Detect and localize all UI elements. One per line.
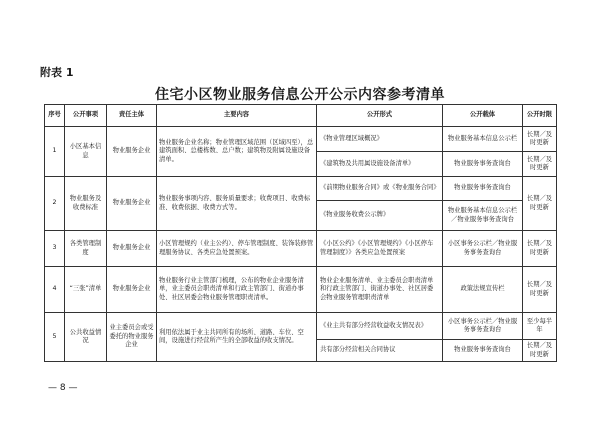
table-row (45, 313, 557, 340)
row-no: 5 (45, 313, 65, 362)
row-no: 1 (45, 127, 65, 177)
row-limit: 长期／及时更新 (523, 177, 557, 231)
document-title: 住宅小区物业服务信息公开公示内容参考清单 (155, 87, 445, 103)
row-carrier: 政策法规宣传栏 (443, 267, 523, 313)
header-party: 责任主体 (107, 105, 157, 127)
page-number: — 8 — (48, 383, 78, 393)
row-party: 物业服务企业 (107, 267, 157, 313)
row-item: 各类管理制度 (65, 231, 107, 267)
row-carrier: 物业服务基本信息公示栏 (443, 127, 523, 152)
row-item: 小区基本信息 (65, 127, 107, 177)
row-form: 《业主共有部分经营收益收支情况表》 (317, 313, 443, 340)
header-form: 公开形式 (317, 105, 443, 127)
row-limit: 长期／及时更新 (523, 127, 557, 152)
row-carrier: 物业服务事务查询台 (443, 177, 523, 201)
row-limit: 至少每半年 (523, 313, 557, 340)
row-party: 业主委员会或受委托的物业服务企业 (107, 313, 157, 362)
table-header-row (45, 105, 557, 127)
row-carrier: 小区事务公示栏／物业服务事务查询台 (443, 231, 523, 267)
row-form: 共有部分经营相关合同协议 (317, 340, 443, 362)
row-item: “三张”清单 (65, 267, 107, 313)
row-carrier: 小区事务公示栏／物业服务事务查询台 (443, 313, 523, 340)
header-content: 主要内容 (157, 105, 317, 127)
row-no: 2 (45, 177, 65, 231)
header-carrier: 公开载体 (443, 105, 523, 127)
table-row (45, 177, 557, 201)
row-carrier: 物业服务基本信息公示栏／物业服务事务查询台 (443, 201, 523, 231)
row-party: 物业服务企业 (107, 231, 157, 267)
row-party: 物业服务企业 (107, 127, 157, 177)
row-content: 利用依法属于业主共同所有的场所、道路、车位、空间，设施进行经营所产生的全部收益的收支情况。 (157, 313, 317, 362)
table-row (45, 267, 557, 313)
row-content: 物业服务行业主管部门梳理，公布的物业企业服务清单，业主委员会职责清单和行政主管部门、街道办事处、社区居委会物业服务管理职责清单。 (157, 267, 317, 313)
disclosure-table (44, 104, 557, 362)
row-limit: 长期／及时更新 (523, 231, 557, 267)
row-form: 《物业服务收费公示牌》 (317, 201, 443, 231)
row-form: 物业企业服务清单、业主委员会职责清单和行政主管部门、街道办事处、社区居委会物业服务管理职责清单 (317, 267, 443, 313)
attachment-label: 附表 1 (40, 66, 74, 79)
row-form: 《建筑物及共用属设施设备清单》 (317, 152, 443, 177)
row-carrier: 物业服务事务查询台 (443, 152, 523, 177)
row-limit: 长期／及时更新 (523, 152, 557, 177)
row-form: 《物业管理区域概况》 (317, 127, 443, 152)
row-no: 3 (45, 231, 65, 267)
row-content: 物业服务事项内容、服务质量要求；收费项目、收费标准、收费依据、收费方式等。 (157, 177, 317, 231)
row-content: 物业服务企业名称；物业管理区域范围（区域四至），总建筑面积、总楼栋数、总户数；建筑物及附属设施设备清单。 (157, 127, 317, 177)
row-form: 《前期物业服务合同》或《物业服务合同》 (317, 177, 443, 201)
row-limit: 长期／及时更新 (523, 267, 557, 313)
row-content: 小区管理规约（业主公约）、停车管理制度、装饰装修管理服务协议、各类应急处置预案。 (157, 231, 317, 267)
row-item: 物业服务及收费标准 (65, 177, 107, 231)
row-no: 4 (45, 267, 65, 313)
row-party: 物业服务企业 (107, 177, 157, 231)
header-item: 公开事项 (65, 105, 107, 127)
header-limit: 公开时限 (523, 105, 557, 127)
header-no: 序号 (45, 105, 65, 127)
table-row (45, 127, 557, 152)
row-item: 公共收益情况 (65, 313, 107, 362)
table-row (45, 231, 557, 267)
row-limit: 长期／及时更新 (523, 340, 557, 362)
row-carrier: 物业服务事务查询台 (443, 340, 523, 362)
row-form: 《小区公约》《小区管理规约》《小区停车管理制度》》各类应急处置预案 (317, 231, 443, 267)
